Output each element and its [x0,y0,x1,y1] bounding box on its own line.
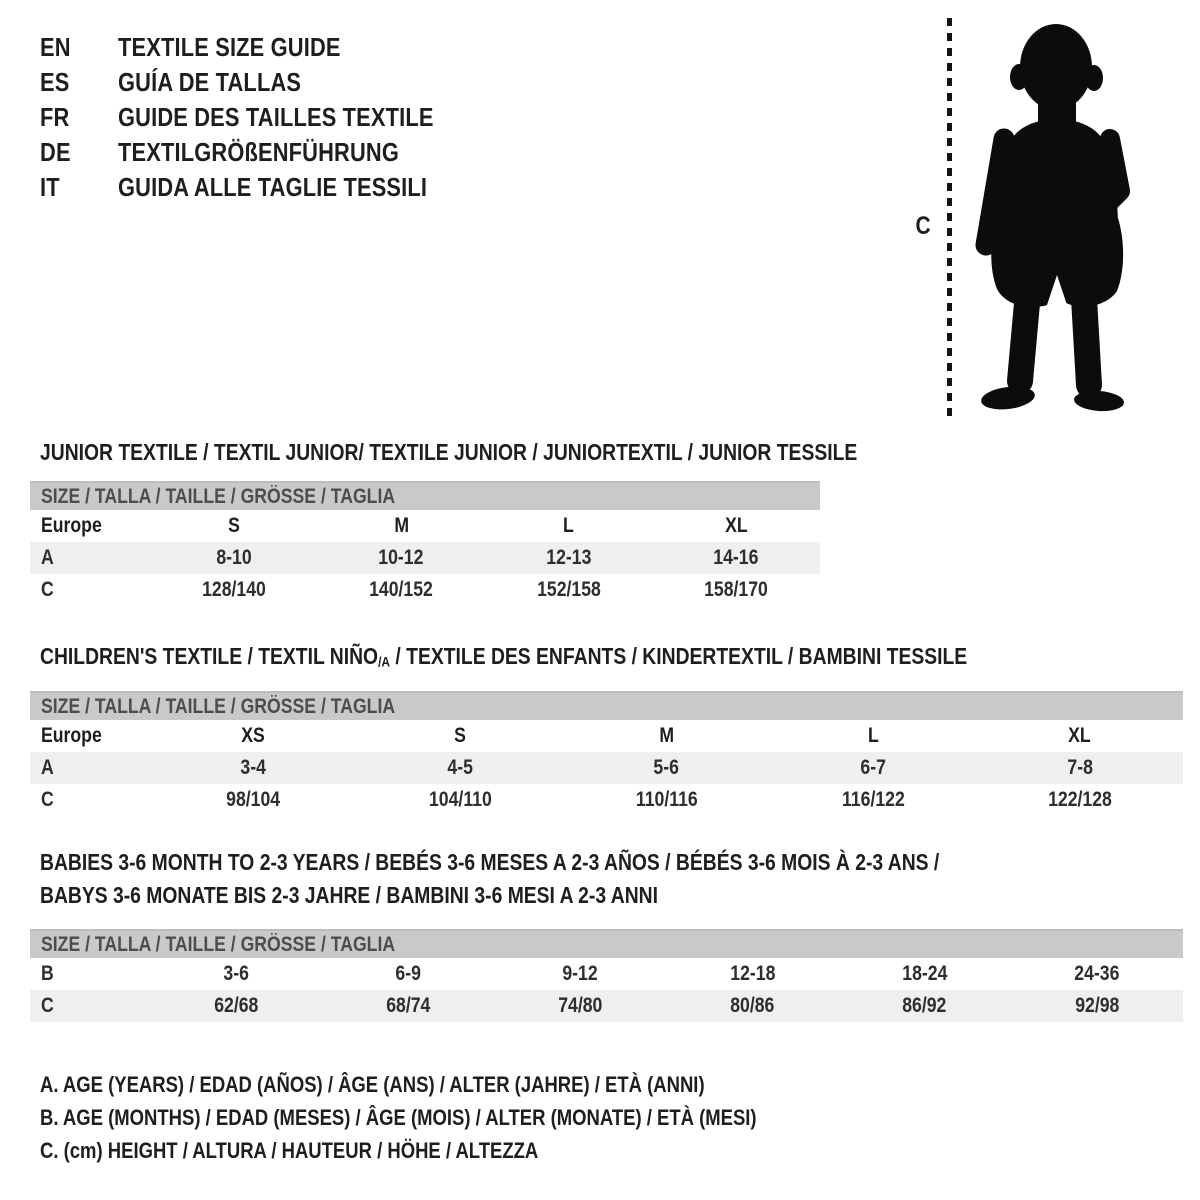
legend-line-a: A. AGE (YEARS) / EDAD (AÑOS) / ÂGE (ANS) / ALTER (JAHRE) / ETÀ (ANNI) [40,1071,705,1097]
age-row-a [30,752,1183,784]
value-cell: 12-13 [546,546,592,569]
height-measure-line [947,18,952,416]
value-cell: 110/116 [635,788,698,811]
age-row-a [30,542,820,574]
legend-line-c: C. (cm) HEIGHT / ALTURA / HAUTEUR / HÖHE / ALTEZZA [40,1137,539,1163]
value-cell: 152/158 [536,578,601,601]
value-cell: 122/128 [1047,788,1112,811]
value-cell: 3-6 [223,962,249,985]
value-cell: 116/122 [841,788,905,811]
size-cell: M [393,514,409,537]
value-cell: 74/80 [558,994,603,1017]
value-cell: 92/98 [1074,994,1119,1017]
months-row-b [30,958,1183,990]
row-label: Europe [41,514,102,537]
language-row [40,135,494,170]
size-cell: XL [1068,724,1091,747]
value-cell: 62/68 [214,994,259,1017]
size-cell: S [453,724,466,747]
babies-section-title [40,846,1111,912]
row-label: C [41,994,54,1017]
junior-size-table [30,481,820,606]
baby-silhouette-icon [968,13,1140,415]
height-measure-label: C [915,212,931,240]
row-label: A [41,756,54,779]
babies-title-line2: BABYS 3-6 MONATE BIS 2-3 JAHRE / BAMBINI 3-6 MESI A 2-3 ANNI [40,882,658,908]
row-label: A [41,546,54,569]
language-row [40,170,494,205]
language-title: GUIDE DES TAILLES TEXTILE [118,102,434,132]
language-title: TEXTILE SIZE GUIDE [118,32,341,62]
size-row-europe [30,720,1183,752]
babies-title-line1: BABIES 3-6 MONTH TO 2-3 YEARS / BEBÉS 3-6 MESES A 2-3 AÑOS / BÉBÉS 3-6 MOIS À 2-3 ANS / [40,849,940,875]
value-cell: 6-7 [860,756,886,779]
legend-line-b: B. AGE (MONTHS) / EDAD (MESES) / ÂGE (MOIS) / ALTER (MONATE) / ETÀ (MESI) [40,1104,757,1130]
size-header-bar: SIZE / TALLA / TAILLE / GRÖSSE / TAGLIA [30,481,820,510]
size-header-bar: SIZE / TALLA / TAILLE / GRÖSSE / TAGLIA [30,691,1183,720]
value-cell: 7-8 [1066,756,1093,779]
row-label: B [41,962,54,985]
row-label: C [41,578,54,601]
size-row-europe [30,510,820,542]
height-row-c [30,990,1183,1022]
size-cell: L [563,514,575,537]
value-cell: 158/170 [704,578,769,601]
language-code: FR [40,102,70,132]
value-cell: 6-9 [395,962,421,985]
value-cell: 68/74 [386,994,431,1017]
value-cell: 86/92 [902,994,947,1017]
size-cell: XS [241,724,266,747]
row-label: Europe [41,724,102,747]
value-cell: 80/86 [730,994,775,1017]
value-cell: 24-36 [1074,962,1120,985]
value-cell: 4-5 [447,756,473,779]
height-row-c [30,784,1183,816]
row-label: C [41,788,54,811]
size-cell: L [867,724,879,747]
value-cell: 3-4 [240,756,267,779]
height-row-c [30,574,820,606]
value-cell: 104/110 [428,788,492,811]
language-code: EN [40,32,71,62]
nino-a-subscript: /A [378,654,391,671]
value-cell: 12-18 [730,962,776,985]
language-code: IT [40,172,60,202]
language-code: DE [40,137,71,167]
children-size-table [30,691,1183,816]
value-cell: 5-6 [653,756,680,779]
value-cell: 8-10 [216,546,252,569]
babies-size-table [30,929,1183,1022]
size-cell: XL [724,514,748,537]
size-cell: S [227,514,240,537]
value-cell: 9-12 [562,962,599,985]
value-cell: 18-24 [902,962,948,985]
language-title: GUIDA ALLE TAGLIE TESSILI [118,172,428,202]
value-cell: 140/152 [369,578,434,601]
junior-section-title: JUNIOR TEXTILE / TEXTIL JUNIOR/ TEXTILE JUNIOR / JUNIORTEXTIL / JUNIOR TESSILE [40,439,858,465]
language-row [40,30,494,65]
children-section-title: CHILDREN'S TEXTILE / TEXTIL NIÑO/A / TEXTILE DES ENFANTS / KINDERTEXTIL / BAMBINI TESSILE [40,643,968,671]
language-title: TEXTILGRÖßENFÜHRUNG [118,137,400,167]
language-row [40,65,494,100]
language-title: GUÍA DE TALLAS [118,67,302,97]
legend [40,1068,893,1167]
language-list [40,30,494,205]
value-cell: 98/104 [226,788,281,811]
size-header-bar: SIZE / TALLA / TAILLE / GRÖSSE / TAGLIA [30,929,1183,958]
value-cell: 10-12 [378,546,424,569]
size-cell: M [659,724,674,747]
value-cell: 14-16 [713,546,759,569]
value-cell: 128/140 [201,578,266,601]
language-row [40,100,494,135]
language-code: ES [40,67,70,97]
